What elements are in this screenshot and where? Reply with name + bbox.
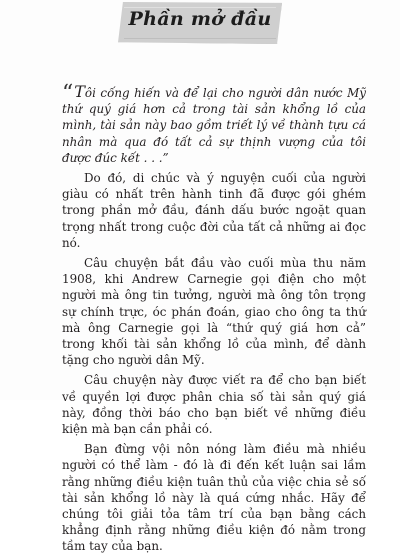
- page-body: [62, 81, 366, 559]
- opening-quote-text: ôi cống hiến và để lại cho người dân nước Mỹ thứ quý giá hơn cả trong tài sản khổng lồ của mình, tài sản này bao gồm triết lý về thành tựu cá nhân mà qua đó tất cả sự thịnh vượng của tôi được đúc kết . . .”: [62, 86, 366, 165]
- drop-cap-letter: T: [74, 82, 85, 101]
- opening-quote-mark: “: [62, 81, 74, 106]
- paragraph-5: Bạn đừng vội nôn nóng làm điều mà nhiều người có thể làm - đó là đi đến kết luận sai lầm rằng những điều kiện tuân thủ của việc chia sẻ số tài sản khổng lồ này là quá cứng nhắc. Hãy để chúng tôi giải tỏa tâm trí của bạn bằng cách khẳng định rằng những điều kiện đó nằm trong tầm tay của bạn.: [62, 442, 366, 554]
- paragraph-2: Do đó, di chúc và ý nguyện cuối của người giàu có nhất trên hành tinh đã được gói ghém trong phần mở đầu, đánh dấu bước ngoặt quan trọng nhất trong cuộc đời của tất cả những ai đọc nó.: [62, 171, 366, 250]
- paragraph-3: Câu chuyện bắt đầu vào cuối mùa thu năm 1908, khi Andrew Carnegie gọi điện cho một người mà ông tin tưởng, người mà ông tôn trọng sự chính trực, óc phán đoán, giao cho ông ta thứ mà ông Carnegie gọi là “thứ quý giá hơn cả” trong khối tài sản khổng lồ của mình, để dành tặng cho người dân Mỹ.: [62, 256, 366, 368]
- chapter-title: Phần mở đầu: [128, 8, 272, 30]
- paragraph-4: Câu chuyện này được viết ra để cho bạn biết về quyền lợi được phân chia số tài sản quý giá này, đồng thời báo cho bạn biết về những điều kiện mà bạn cần phải có.: [62, 373, 366, 437]
- opening-quote-paragraph: [62, 81, 366, 166]
